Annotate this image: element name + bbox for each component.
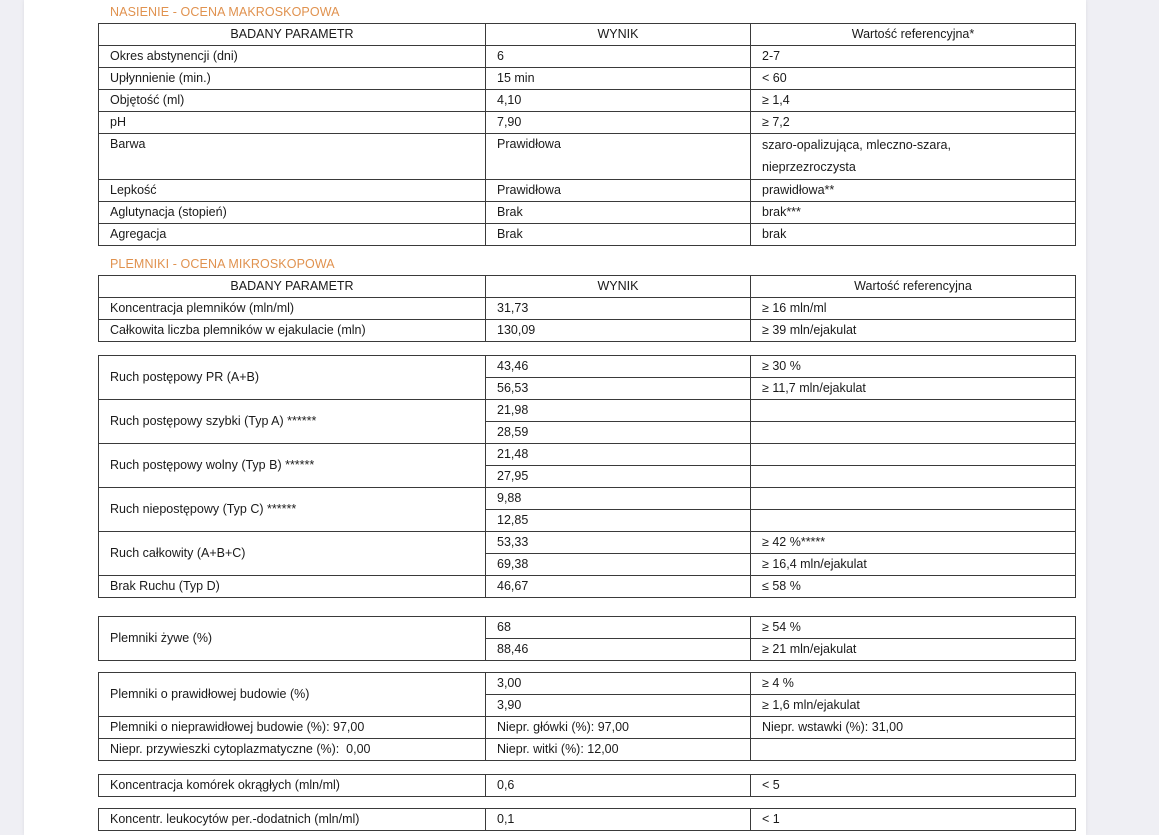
result-cell: 31,73 [486, 298, 751, 320]
motility-table [98, 355, 1076, 598]
param-cell: Całkowita liczba plemników w ejakulacie (mln) [99, 320, 486, 342]
abnormal-cell [751, 739, 1076, 761]
param-cell: Koncentracja plemników (mln/ml) [99, 298, 486, 320]
result-cell: Prawidłowa [486, 134, 751, 180]
morphology-table [98, 672, 1076, 761]
table-header-row [99, 276, 1076, 298]
result-cell: 3,00 [486, 673, 751, 695]
table-row [99, 673, 1076, 695]
param-cell: Ruch całkowity (A+B+C) [99, 532, 486, 576]
reference-cell: szaro-opalizująca, mleczno-szara, nieprzezroczysta [751, 134, 1076, 180]
reference-cell: ≥ 42 %***** [751, 532, 1076, 554]
section-title-macro: NASIENIE - OCENA MAKROSKOPOWA [110, 5, 340, 19]
reference-cell: ≥ 30 % [751, 356, 1076, 378]
result-cell: 43,46 [486, 356, 751, 378]
table-row [99, 809, 1076, 831]
reference-cell: ≥ 4 % [751, 673, 1076, 695]
result-cell: 27,95 [486, 466, 751, 488]
reference-cell: ≥ 16,4 mln/ejakulat [751, 554, 1076, 576]
table-row [99, 90, 1076, 112]
reference-cell: prawidłowa** [751, 180, 1076, 202]
table-row [99, 320, 1076, 342]
result-cell: 4,10 [486, 90, 751, 112]
leukocytes-table [98, 808, 1076, 831]
header-param: BADANY PARAMETR [99, 276, 486, 298]
table-row [99, 46, 1076, 68]
reference-cell [751, 488, 1076, 510]
param-cell: Ruch niepostępowy (Typ C) ****** [99, 488, 486, 532]
table-row [99, 444, 1076, 466]
param-cell: Brak Ruchu (Typ D) [99, 576, 486, 598]
result-cell: 9,88 [486, 488, 751, 510]
param-cell: Upłynnienie (min.) [99, 68, 486, 90]
result-cell: 21,98 [486, 400, 751, 422]
table-row [99, 298, 1076, 320]
table-row [99, 356, 1076, 378]
table-row [99, 717, 1076, 739]
reference-cell: < 1 [751, 809, 1076, 831]
reference-cell [751, 466, 1076, 488]
abnormal-cell: Niepr. wstawki (%): 31,00 [751, 717, 1076, 739]
param-cell: Aglutynacja (stopień) [99, 202, 486, 224]
result-cell: 7,90 [486, 112, 751, 134]
reference-cell: 2-7 [751, 46, 1076, 68]
table-row [99, 112, 1076, 134]
reference-cell [751, 422, 1076, 444]
abnormal-cell: Niepr. przywieszki cytoplazmatyczne (%): 0,00 [99, 739, 486, 761]
param-cell: Ruch postępowy PR (A+B) [99, 356, 486, 400]
reference-cell: ≥ 16 mln/ml [751, 298, 1076, 320]
result-cell: 6 [486, 46, 751, 68]
reference-cell [751, 400, 1076, 422]
reference-cell: < 60 [751, 68, 1076, 90]
result-cell: 0,1 [486, 809, 751, 831]
result-cell: 69,38 [486, 554, 751, 576]
table-row [99, 180, 1076, 202]
param-cell: Koncentracja komórek okrągłych (mln/ml) [99, 775, 486, 797]
reference-cell: ≥ 1,4 [751, 90, 1076, 112]
table-row [99, 202, 1076, 224]
table-row [99, 224, 1076, 246]
reference-cell: ≥ 7,2 [751, 112, 1076, 134]
param-cell: Objętość (ml) [99, 90, 486, 112]
param-cell: Agregacja [99, 224, 486, 246]
result-cell: 21,48 [486, 444, 751, 466]
table-row [99, 68, 1076, 90]
table-row [99, 400, 1076, 422]
result-cell: 56,53 [486, 378, 751, 400]
result-cell: 12,85 [486, 510, 751, 532]
result-cell: 88,46 [486, 639, 751, 661]
result-cell: 28,59 [486, 422, 751, 444]
header-param: BADANY PARAMETR [99, 24, 486, 46]
result-cell: Prawidłowa [486, 180, 751, 202]
param-cell: Barwa [99, 134, 486, 180]
param-cell: pH [99, 112, 486, 134]
table-row [99, 617, 1076, 639]
table-row [99, 739, 1076, 761]
reference-cell: ≥ 54 % [751, 617, 1076, 639]
reference-cell: brak*** [751, 202, 1076, 224]
section-title-micro: PLEMNIKI - OCENA MIKROSKOPOWA [110, 257, 335, 271]
result-cell: 53,33 [486, 532, 751, 554]
param-cell: Lepkość [99, 180, 486, 202]
reference-cell: ≥ 1,6 mln/ejakulat [751, 695, 1076, 717]
round-cells-table [98, 774, 1076, 797]
table-row [99, 532, 1076, 554]
result-cell: 68 [486, 617, 751, 639]
param-cell: Okres abstynencji (dni) [99, 46, 486, 68]
macro-table [98, 23, 1076, 246]
reference-cell: ≤ 58 % [751, 576, 1076, 598]
reference-cell [751, 444, 1076, 466]
abnormal-cell: Plemniki o nieprawidłowej budowie (%): 97,00 [99, 717, 486, 739]
reference-cell: < 5 [751, 775, 1076, 797]
result-cell: 46,67 [486, 576, 751, 598]
reference-cell: brak [751, 224, 1076, 246]
result-cell: 3,90 [486, 695, 751, 717]
table-row [99, 134, 1076, 180]
param-cell: Koncentr. leukocytów per.-dodatnich (mln/ml) [99, 809, 486, 831]
reference-cell: ≥ 11,7 mln/ejakulat [751, 378, 1076, 400]
reference-cell: ≥ 39 mln/ejakulat [751, 320, 1076, 342]
abnormal-cell: Niepr. witki (%): 12,00 [486, 739, 751, 761]
param-cell: Plemniki o prawidłowej budowie (%) [99, 673, 486, 717]
header-reference: Wartość referencyjna* [751, 24, 1076, 46]
result-cell: Brak [486, 202, 751, 224]
header-result: WYNIK [486, 24, 751, 46]
table-row [99, 576, 1076, 598]
header-reference: Wartość referencyjna [751, 276, 1076, 298]
param-cell: Ruch postępowy wolny (Typ B) ****** [99, 444, 486, 488]
result-cell: 0,6 [486, 775, 751, 797]
param-cell: Plemniki żywe (%) [99, 617, 486, 661]
result-cell: 15 min [486, 68, 751, 90]
header-result: WYNIK [486, 276, 751, 298]
table-row [99, 775, 1076, 797]
table-row [99, 488, 1076, 510]
table-header-row [99, 24, 1076, 46]
reference-cell: ≥ 21 mln/ejakulat [751, 639, 1076, 661]
reference-cell [751, 510, 1076, 532]
param-cell: Ruch postępowy szybki (Typ A) ****** [99, 400, 486, 444]
abnormal-cell: Niepr. główki (%): 97,00 [486, 717, 751, 739]
result-cell: Brak [486, 224, 751, 246]
vitality-table [98, 616, 1076, 661]
micro-concentration-table [98, 275, 1076, 342]
result-cell: 130,09 [486, 320, 751, 342]
